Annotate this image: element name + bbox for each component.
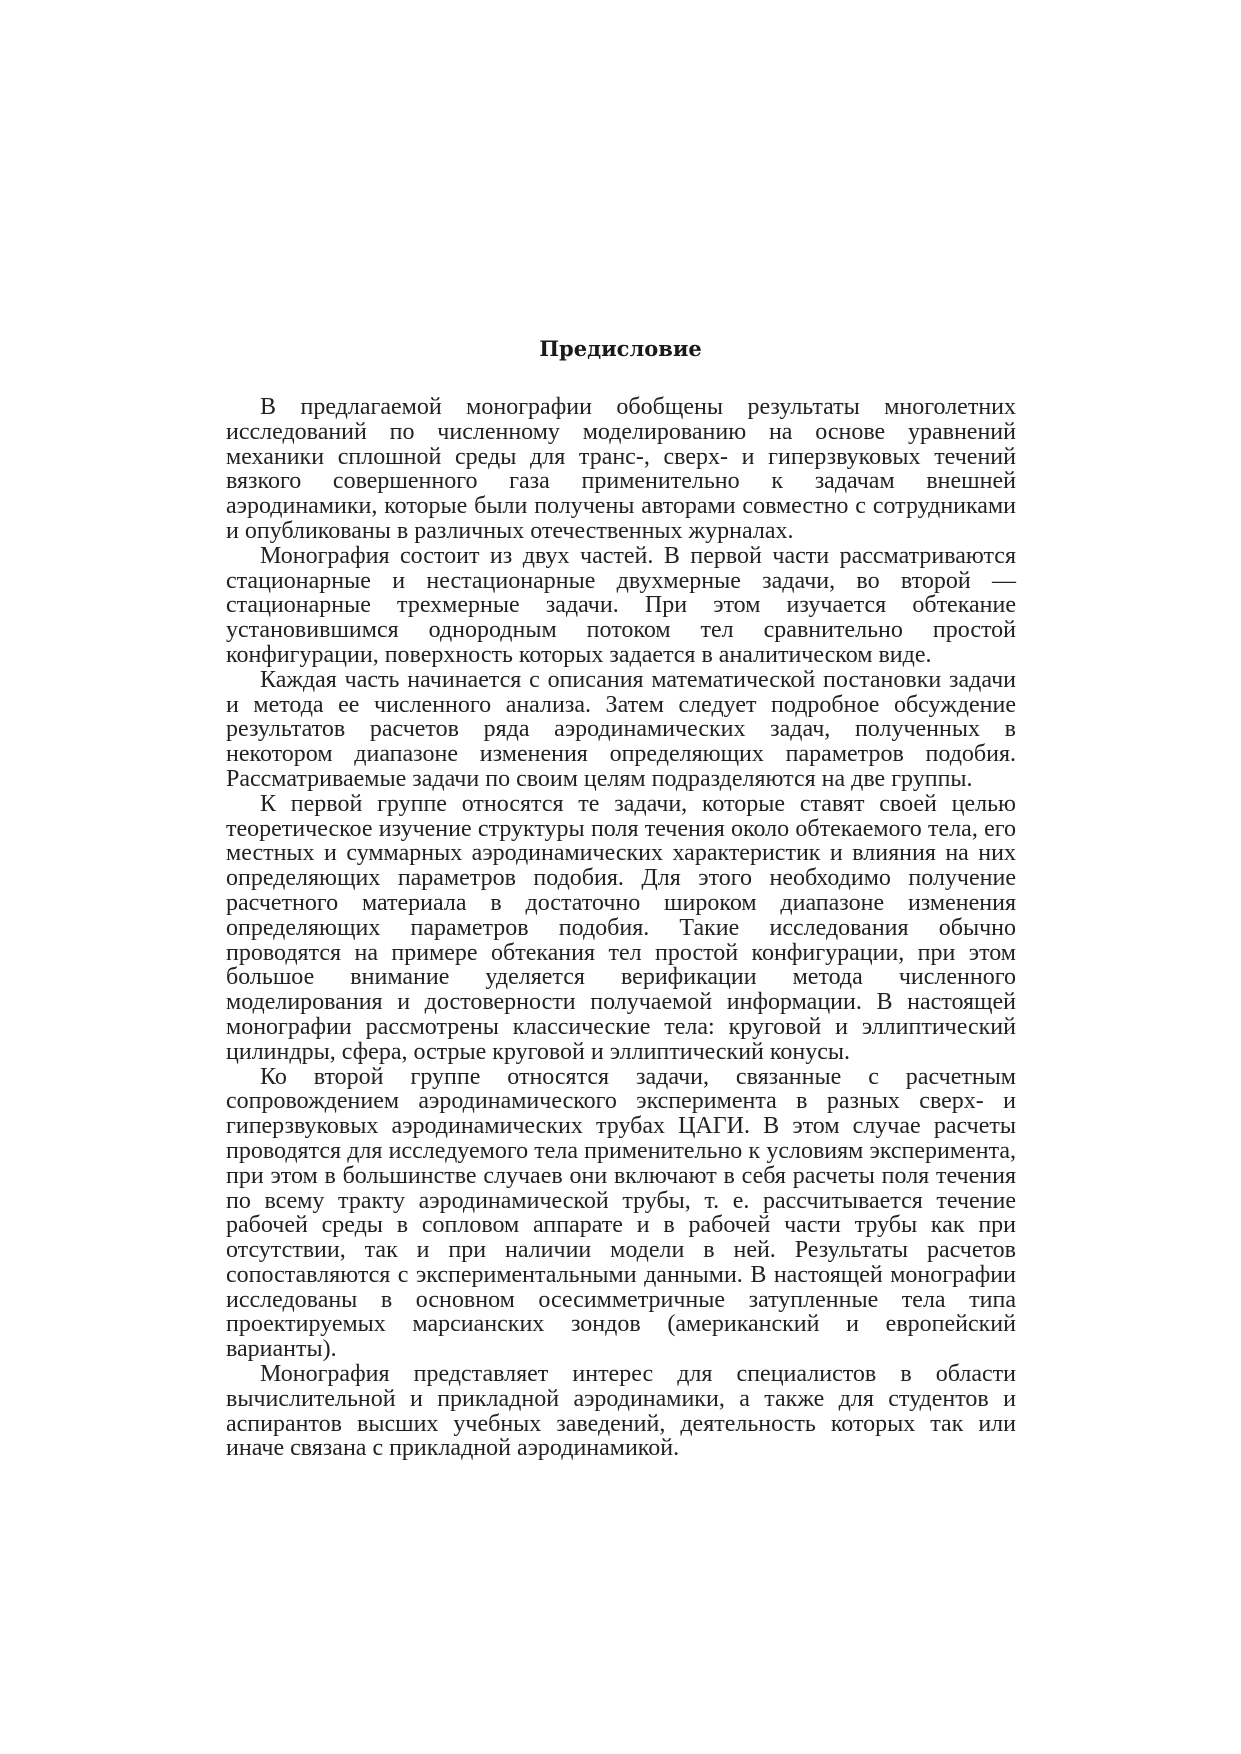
- page-title: Предисловие: [539, 336, 702, 362]
- paragraph-2: Монография состоит из двух частей. В первой части рассматриваются стационарные и нестационарные двухмерные задачи, во второй — стационарные трехмерные задачи. При этом изучается обтекание установившимся однородным потоком тел сравнительно простой конфигурации, поверхность которых задается в аналитическом виде.: [226, 542, 1016, 668]
- paragraph-3: Каждая часть начинается с описания математической постановки задачи и метода ее численного анализа. Затем следует подробное обсуждение результатов расчетов ряда аэродинамических задач, полученных в некотором диапазоне изменения определяющих параметров подобия. Рассматриваемые задачи по своим целям подразделяются на две группы.: [226, 666, 1016, 792]
- paragraph-5: Ко второй группе относятся задачи, связанные с расчетным сопровождением аэродинамического эксперимента в разных сверх- и гиперзвуковых аэродинамических трубах ЦАГИ. В этом случае расчеты проводятся для исследуемого тела применительно к условиям эксперимента, при этом в большинстве случаев они включают в себя расчеты поля течения по всему тракту аэродинамической трубы, т. е. рассчитывается течение рабочей среды в сопловом аппарате и в рабочей части трубы как при отсутствии, так и при наличии модели в ней. Результаты расчетов сопоставляются с экспериментальными данными. В настоящей монографии исследованы в основном осесимметричные затупленные тела типа проектируемых марсианских зондов (американский и европейский варианты).: [226, 1063, 1016, 1363]
- paragraph-4: К первой группе относятся те задачи, которые ставят своей целью теоретическое изучение структуры поля течения около обтекаемого тела, его местных и суммарных аэродинамических характеристик и влияния на них определяющих параметров подобия. Для этого необходимо получение расчетного материала в достаточно широком диапазоне изменения определяющих параметров подобия. Такие исследования обычно проводятся на примере обтекания тел простой конфигурации, при этом большое внимание уделяется верификации метода численного моделирования и достоверности получаемой информации. В настоящей монографии рассмотрены классические тела: круговой и эллиптический цилиндры, сфера, острые круговой и эллиптический конусы.: [226, 790, 1016, 1065]
- paragraph-6: Монография представляет интерес для специалистов в области вычислительной и прикладной аэродинамики, а также для студентов и аспирантов высших учебных заведений, деятельность которых так или иначе связана с прикладной аэродинамикой.: [226, 1361, 1016, 1462]
- paragraph-1: В предлагаемой монографии обобщены результаты многолетних исследований по численному моделированию на основе уравнений механики сплошной среды для транс-, сверх- и гиперзвуковых течений вязкого совершенного газа применительно к задачам внешней аэродинамики, которые были получены авторами совместно с сотрудниками и опубликованы в различных отечественных журналах.: [226, 394, 1016, 544]
- preface-body: [226, 395, 1016, 1461]
